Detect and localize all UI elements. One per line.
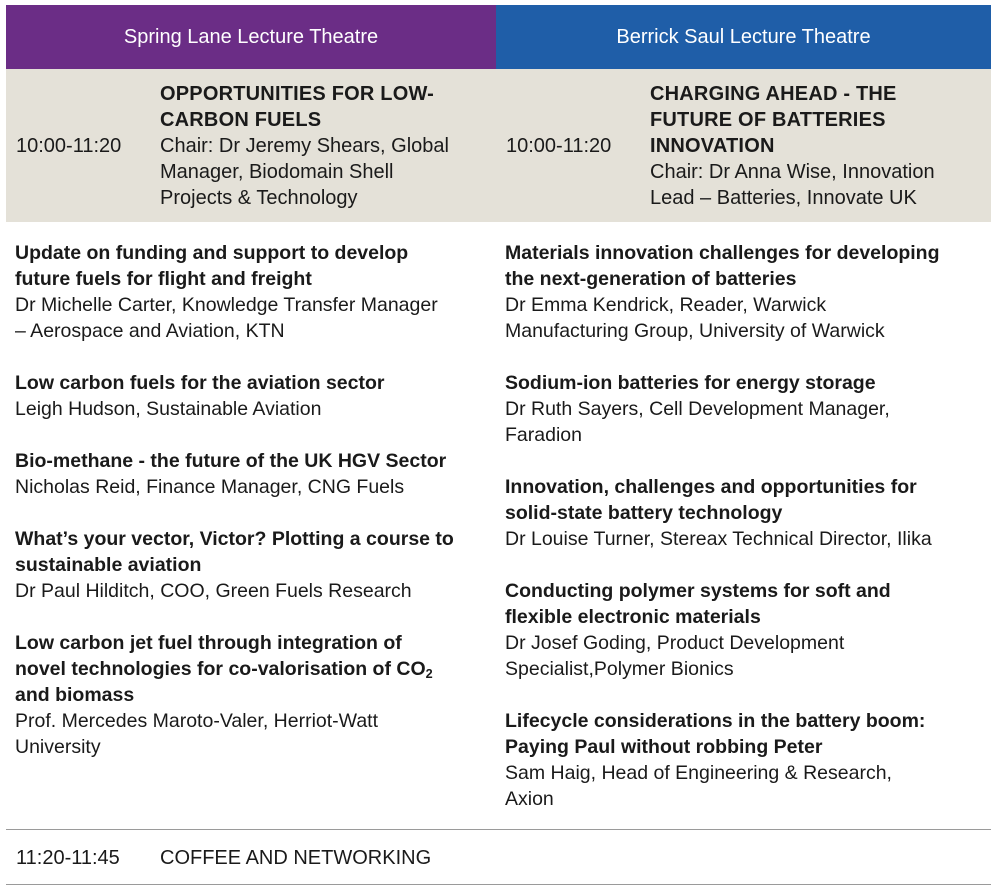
right-session-title-1: CHARGING AHEAD - THE: [650, 83, 897, 105]
subscript-2: 2: [425, 667, 433, 682]
talk-speaker: – Aerospace and Aviation, KTN: [15, 320, 285, 342]
talk-speaker: Leigh Hudson, Sustainable Aviation: [15, 398, 322, 420]
divider-top: [6, 829, 991, 830]
talk-speaker: Specialist,Polymer Bionics: [505, 658, 734, 680]
talk-title: solid-state battery technology: [505, 502, 783, 524]
talk-item: [505, 708, 991, 812]
right-talks: [505, 240, 991, 838]
talk-speaker: Axion: [505, 788, 554, 810]
talk-title: future fuels for flight and freight: [15, 268, 312, 290]
talk-title: Lifecycle considerations in the battery boom:: [505, 710, 926, 732]
left-session-title-2: CARBON FUELS: [160, 109, 322, 131]
header-spring-lane: [6, 5, 496, 69]
left-session-title-1: OPPORTUNITIES FOR LOW-: [160, 83, 434, 105]
right-session-title-3: INNOVATION: [650, 135, 775, 157]
talk-speaker: Dr Emma Kendrick, Reader, Warwick: [505, 294, 827, 316]
talk-title: and biomass: [15, 684, 135, 706]
footer-label: COFFEE AND NETWORKING: [160, 847, 432, 869]
right-session-title-2: FUTURE OF BATTERIES: [650, 109, 886, 131]
talk-speaker: Nicholas Reid, Finance Manager, CNG Fuels: [15, 476, 405, 498]
talk-item: [505, 370, 991, 448]
talk-speaker: Dr Josef Goding, Product Development: [505, 632, 845, 654]
left-talks: [15, 240, 495, 786]
left-session-chair-1: Chair: Dr Jeremy Shears, Global: [160, 135, 449, 157]
talk-speaker: Dr Michelle Carter, Knowledge Transfer Manager: [15, 294, 438, 316]
talk-title: Low carbon jet fuel through integration of: [15, 632, 402, 654]
talk-title: the next-generation of batteries: [505, 268, 797, 290]
talk-speaker: University: [15, 736, 101, 758]
talk-title: Bio-methane - the future of the UK HGV Sector: [15, 450, 447, 472]
footer-time: 11:20-11:45: [16, 847, 120, 869]
right-session-chair-1: Chair: Dr Anna Wise, Innovation: [650, 161, 935, 183]
talk-title: Materials innovation challenges for developing: [505, 242, 940, 264]
talk-item: [15, 526, 495, 604]
talk-item: [505, 474, 991, 552]
talk-speaker: Faradion: [505, 424, 582, 446]
right-session-time: 10:00-11:20: [506, 135, 612, 157]
talk-title: Update on funding and support to develop: [15, 242, 409, 264]
talk-title: flexible electronic materials: [505, 606, 761, 628]
talk-title: Conducting polymer systems for soft and: [505, 580, 891, 602]
header-right-label: Berrick Saul Lecture Theatre: [616, 25, 871, 48]
talk-speaker: Sam Haig, Head of Engineering & Research,: [505, 762, 892, 784]
left-session-chair-3: Projects & Technology: [160, 187, 358, 209]
talk-speaker: Prof. Mercedes Maroto-Valer, Herriot-Watt: [15, 710, 379, 732]
divider-bottom: [6, 884, 991, 885]
talk-item: [15, 240, 495, 344]
talk-title-co2: [15, 656, 495, 682]
talk-item: [15, 448, 495, 500]
talk-item: [505, 240, 991, 344]
right-session: [650, 81, 935, 211]
talk-speaker: Dr Louise Turner, Stereax Technical Director, Ilika: [505, 528, 932, 550]
talk-title: Sodium-ion batteries for energy storage: [505, 372, 876, 394]
talk-speaker: Manufacturing Group, University of Warwick: [505, 320, 885, 342]
talk-item: [505, 578, 991, 682]
talk-speaker: Dr Ruth Sayers, Cell Development Manager,: [505, 398, 890, 420]
talk-item: [15, 630, 495, 760]
talk-title: Paying Paul without robbing Peter: [505, 736, 823, 758]
talk-title: What’s your vector, Victor? Plotting a course to: [15, 528, 454, 550]
talk-title: sustainable aviation: [15, 554, 202, 576]
left-session-time: 10:00-11:20: [16, 135, 122, 157]
talk-title-text: novel technologies for co-valorisation of CO: [15, 658, 426, 680]
talk-item: [15, 370, 495, 422]
talk-title: Innovation, challenges and opportunities for: [505, 476, 917, 498]
left-session: [160, 81, 449, 211]
left-session-chair-2: Manager, Biodomain Shell: [160, 161, 394, 183]
header-left-label: Spring Lane Lecture Theatre: [123, 25, 379, 48]
talk-speaker: Dr Paul Hilditch, COO, Green Fuels Research: [15, 580, 412, 602]
talk-title: Low carbon fuels for the aviation sector: [15, 372, 385, 394]
right-session-chair-2: Lead – Batteries, Innovate UK: [650, 187, 917, 209]
header-berrick-saul: [496, 5, 991, 69]
